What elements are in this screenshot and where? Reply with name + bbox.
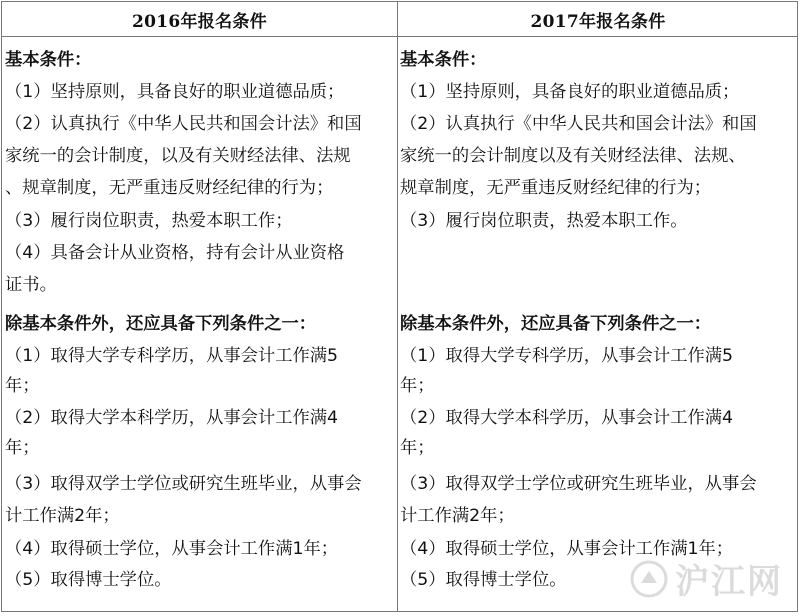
condition-line: （3）取得双学士学位或研究生班毕业，从事会 [400, 474, 757, 494]
condition-line: 年； [5, 438, 40, 458]
condition-line: （2）取得大学本科学历，从事会计工作满4 [5, 408, 339, 428]
condition-line: （3）履行岗位职责，热爱本职工作。 [400, 211, 688, 231]
condition-line: （1）取得大学专科学历，从事会计工作满5 [400, 346, 734, 366]
condition-line: 计工作满2年； [5, 506, 120, 526]
condition-line: （4）取得硕士学位，从事会计工作满1年； [400, 539, 734, 559]
condition-line: （4）具备会计从业资格，持有会计从业资格 [5, 243, 345, 263]
section-heading-basic: 基本条件： [5, 50, 92, 70]
section-heading-basic: 基本条件： [400, 50, 487, 70]
condition-line: （4）取得硕士学位，从事会计工作满1年； [5, 539, 339, 559]
condition-line: （1）取得大学专科学历，从事会计工作满5 [5, 346, 339, 366]
condition-line: 年； [400, 376, 435, 396]
condition-line: 家统一的会计制度以及有关财经法律、法规、 [400, 146, 746, 166]
condition-line: 家统一的会计制度，以及有关财经法律、法规 [5, 146, 351, 166]
condition-line: （1）坚持原则，具备良好的职业道德品质； [5, 82, 345, 102]
watermark [629, 554, 783, 603]
comparison-table [1, 1, 798, 612]
header-2017: 2017年报名条件 [530, 11, 666, 32]
condition-line: （5）取得博士学位。 [400, 570, 567, 590]
condition-line: 、规章制度，无严重违反财经纪律的行为； [5, 178, 334, 198]
header-2016: 2016年报名条件 [131, 11, 267, 32]
condition-line: （3）取得双学士学位或研究生班毕业，从事会 [5, 474, 362, 494]
condition-line: （2）取得大学本科学历，从事会计工作满4 [400, 408, 734, 428]
watermark-text: 沪江网 [675, 562, 783, 602]
condition-line: 年； [400, 438, 435, 458]
condition-line: 规章制度，无严重违反财经纪律的行为； [400, 178, 712, 198]
section-heading-additional: 除基本条件外，还应具备下列条件之一： [5, 314, 317, 334]
section-heading-additional: 除基本条件外，还应具备下列条件之一： [400, 314, 712, 334]
condition-line: （2）认真执行《中华人民共和国会计法》和国 [400, 114, 757, 134]
condition-line: （2）认真执行《中华人民共和国会计法》和国 [5, 114, 362, 134]
condition-line: 证书。 [5, 275, 57, 295]
hujiang-logo-icon [629, 559, 669, 599]
condition-line: 计工作满2年； [400, 506, 515, 526]
condition-line: （3）履行岗位职责，热爱本职工作； [5, 211, 293, 231]
condition-line: （1）坚持原则，具备良好的职业道德品质； [400, 82, 740, 102]
table-header [2, 2, 797, 37]
condition-line: （5）取得博士学位。 [5, 570, 172, 590]
column-divider [397, 2, 398, 611]
condition-line: 年； [5, 376, 40, 396]
